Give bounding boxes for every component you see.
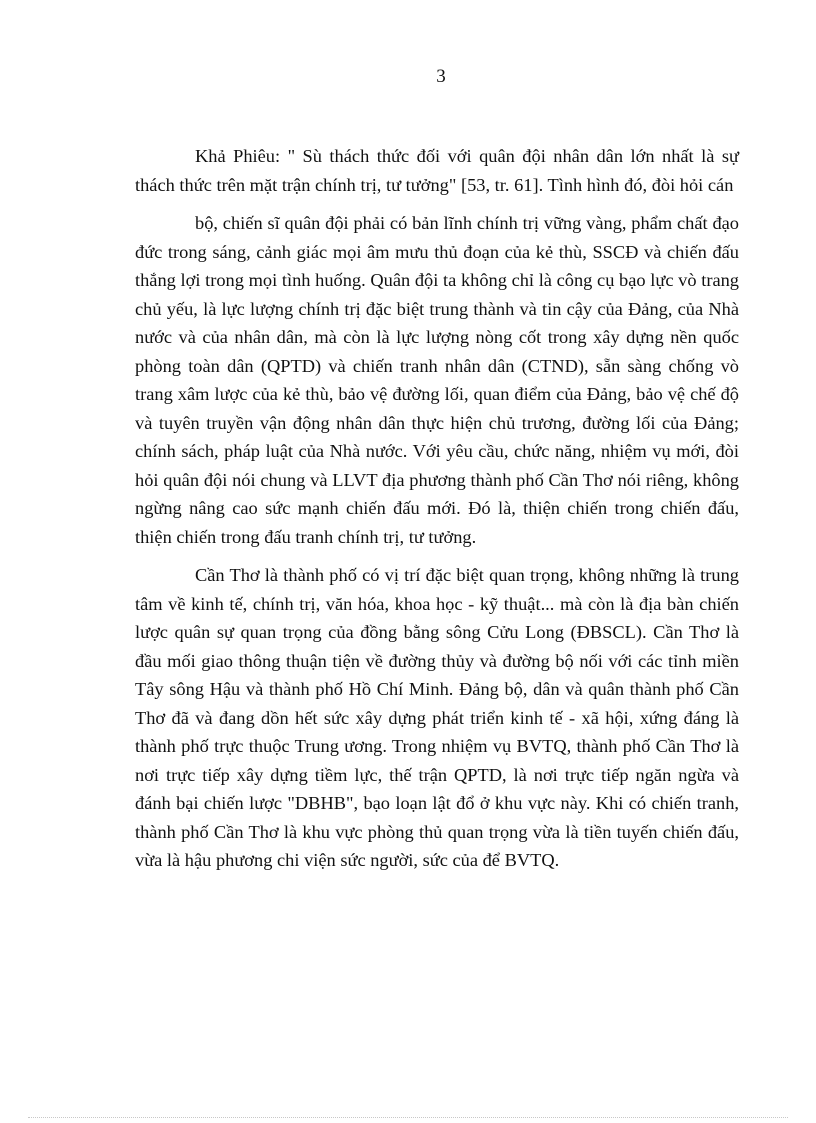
paragraph-3: Cần Thơ là thành phố có vị trí đặc biệt quan trọng, không những là trung tâm về kinh tế, chính trị, văn hóa, khoa học - kỹ thuật... mà còn là địa bàn chiến lược quân sự quan trọng của đồng bằng sông Cửu Long (ĐBSCL). Cần Thơ là đầu mối giao thông thuận tiện về đường thủy và đường bộ nối với các tỉnh miền Tây sông Hậu và thành phố Hồ Chí Minh. Đảng bộ, dân và quân thành phố Cần Thơ đã và đang dồn hết sức xây dựng phát triển kinh tế - xã hội, xứng đáng là thành phố trực thuộc Trung ương. Trong nhiệm vụ BVTQ, thành phố Cần Thơ là nơi trực tiếp xây dựng tiềm lực, thế trận QPTD, là nơi trực tiếp ngăn ngừa và đánh bại chiến lược "DBHB", bạo loạn lật đổ ở khu vực này. Khi có chiến tranh, thành phố Cần Thơ là khu vực phòng thủ quan trọng vừa là tiền tuyến chiến đấu, vừa là hậu phương chi viện sức người, sức của để BVTQ. [135,565,739,870]
page-bottom-divider [28,1117,788,1118]
paragraph-1: Khả Phiêu: " Sù thách thức đối với quân đội nhân dân lớn nhất là sự thách thức trên mặt trận chính trị, tư tưởng" [53, tr. 61]. Tình hình đó, đòi hỏi cán [135,146,739,195]
paragraph-2: bộ, chiến sĩ quân đội phải có bản lĩnh chính trị vững vàng, phẩm chất đạo đức trong sáng, cảnh giác mọi âm mưu thủ đoạn của kẻ thù, SSCĐ và chiến đấu thắng lợi trong mọi tình huống. Quân đội ta không chỉ là công cụ bạo lực vò trang chủ yếu, là lực lượng chính trị đặc biệt trung thành và tin cậy của Đảng, của Nhà nước và của nhân dân, mà còn là lực lượng nòng cốt trong xây dựng nền quốc phòng toàn dân (QPTD) và chiến tranh nhân dân (CTND), sẵn sàng chống vò trang xâm lược của kẻ thù, bảo vệ đường lối, quan điểm của Đảng, bảo vệ chế độ và tuyên truyền vận động nhân dân thực hiện chủ trương, đường lối của Đảng; chính sách, pháp luật của Nhà nước. Với yêu cầu, chức năng, nhiệm vụ mới, đòi hỏi quân đội nói chung và LLVT địa phương thành phố Cần Thơ nói riêng, không ngừng nâng cao sức mạnh chiến đấu mới. Đó là, thiện chiến trong chiến đấu, thiện chiến trong đấu tranh chính trị, tư tưởng. [135,213,739,547]
page-number: 3 [436,66,446,87]
body-text [135,142,739,885]
